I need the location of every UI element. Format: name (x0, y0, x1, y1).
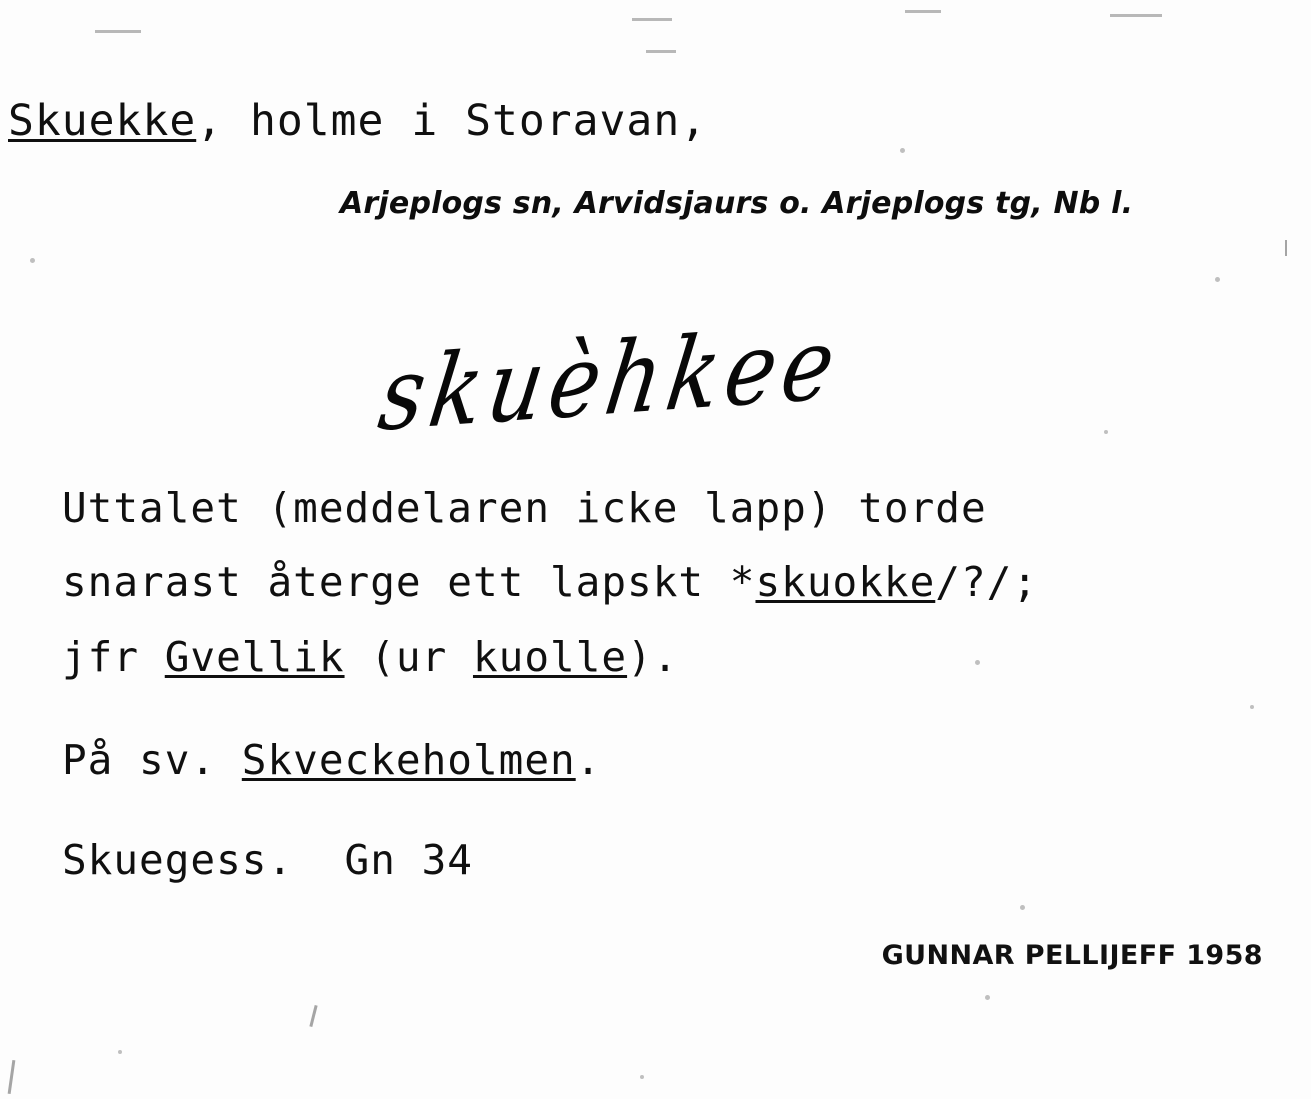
body-line-3-underlined-1: Gvellik (164, 633, 345, 681)
scan-speck (985, 995, 990, 1000)
scan-edge-mark (95, 30, 141, 33)
handwritten-text: skuèhkee (372, 305, 848, 455)
credit-line: GUNNAR PELLIJEFF 1958 (881, 940, 1263, 971)
body-line-3-text-a: jfr (62, 633, 165, 681)
scan-speck (1250, 705, 1254, 709)
body-line-4-underlined: Skveckeholmen (241, 736, 576, 784)
body-line-3-underlined-2: kuolle (472, 633, 628, 681)
body-line-2 (62, 558, 1039, 606)
scan-scratch (1285, 240, 1287, 256)
scan-speck (900, 148, 905, 153)
body-line-4-text-b: . (575, 736, 602, 784)
body-line-4-text-a: På sv. (62, 736, 242, 784)
body-line-2-underlined: skuokke (755, 558, 936, 606)
scan-speck (975, 660, 980, 665)
body-line-2-text-a: snarast återge ett lapskt * (62, 558, 756, 606)
scan-speck (1104, 430, 1108, 434)
scan-edge-mark (646, 50, 676, 53)
scan-speck (118, 1050, 122, 1054)
scan-edge-mark (1110, 14, 1162, 17)
handwritten-phonetic-form (372, 305, 848, 455)
scan-scratch (8, 1060, 16, 1094)
body-line-2-text-b: /?/; (935, 558, 1039, 606)
scan-speck (1215, 277, 1220, 282)
scan-speck (640, 1075, 644, 1079)
scan-speck (1020, 905, 1025, 910)
body-line-3-text-b: (ur (344, 633, 473, 681)
scan-scratch (309, 1005, 317, 1027)
body-line-1 (62, 484, 987, 532)
scan-edge-mark (905, 10, 941, 13)
body-line-4 (62, 736, 602, 784)
headword-term: Skuekke (8, 96, 197, 146)
headword-rest: , holme i Storavan, (196, 96, 708, 146)
scan-edge-mark (632, 18, 672, 21)
body-line-3-text-c: ). (627, 633, 679, 681)
body-line-3 (62, 633, 679, 681)
body-line-5: Skuegess. Gn 34 (62, 836, 473, 884)
parish-line: Arjeplogs sn, Arvidsjaurs o. Arjeplogs tg, Nb l. (340, 186, 1134, 221)
body-line-1-text: Uttalet (meddelaren icke lapp) torde (62, 484, 987, 532)
headword-line (8, 96, 708, 146)
scan-speck (30, 258, 35, 263)
